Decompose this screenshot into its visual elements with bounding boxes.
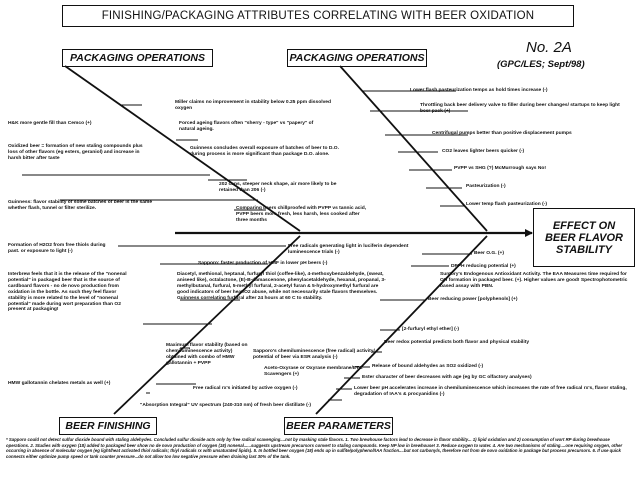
note-lower-flash-temps: Lower flash pasteurization temps as hold times increase (-) <box>410 88 548 93</box>
effect-line-2: BEER FLAVOR <box>544 231 624 244</box>
note-redox-potential: Beer redox potential predicts both flavor and physical stability <box>384 340 530 345</box>
category-beer-parameters: BEER PARAMETERS <box>284 417 393 435</box>
note-lower-temp-flash: Lower temp flash pasteurization (-) <box>466 202 547 207</box>
note-maximum-stability: Maximum flavor stability (based on chemiluminescence activity) obtained with combo of HMW gallotannin + PVPP <box>166 343 248 366</box>
effect-box <box>533 208 635 267</box>
note-suntory-eaa: Suntory's Endogenous Antioxidant Activity. The EAA Measures time required for OH formation in packaged beer. (+). Higher values are good! Spectrophotometric based assay with PBN. <box>440 272 628 289</box>
document-number: No. 2A <box>526 39 572 56</box>
note-sapporo-hmf: Sapporo: faster production of HMF in lower pH beers (-) <box>198 261 328 266</box>
note-h2o2-formation: Formation of H2O2 from free thiols during past. or exposure to light (-) <box>8 243 106 254</box>
category-beer-finishing: BEER FINISHING <box>59 417 157 435</box>
note-bound-aldehydes: Release of bound aldehydes as SO2 oxidized (-) <box>372 364 484 369</box>
note-guinness-exposure: Guinness concludes overall exposure of batches of beer to D.O. during process is more significant than package D.O. alone. <box>190 146 339 157</box>
note-ester-character: Ester character of beer decreases with age (eg by GC olfactory analyses) <box>362 375 532 380</box>
note-co2-lighter-beers: CO2 leaves lighter beers quicker (-) <box>442 149 525 154</box>
note-throttling-valve: Throttling back beer delivery valve to filler during beer changes/ startups to keep light beer pack (+) <box>420 103 620 114</box>
note-active-oxygen: Free radical rx's initiated by active oxygen (-) <box>193 386 298 391</box>
note-hmw-gallotannin: HMW gallotannin chelates metals as well (+) <box>8 381 111 386</box>
document-reference: (GPC/LES; Sept/98) <box>497 59 585 70</box>
note-dpph: DPPH reducing potential (+) <box>451 264 516 269</box>
note-chillproofing: Comparing beers chillproofed with PVPP vs tannic acid, PVPP beers more fresh, less harsh, less cooked after three months <box>236 206 367 223</box>
note-lower-ph: Lower beer pH accelerates increase in chemiluminescence which increases the rate of free radical rx's, flavor staling, degradation of IAA's & procyanidins (-) <box>354 386 627 397</box>
category-packaging-right: PACKAGING OPERATIONS <box>287 49 427 67</box>
note-forced-ageing: Forced ageing flavors often "sherry - type" vs "papery" of natural ageing. <box>179 121 314 132</box>
footnote: * Sapporo could not detect sulfur dioxide bound with staling aldehydes. Concluded sulfur dioxide acts only by free radical scavenging....not by masking stale flavors. 1. Two brewhouse factors lead to decrease in flavor stability... 1) lipid oxidation and 2) consumption of wort RP during brewhouse operations. 2. Studies with oxygen (18) added to packaged beer show no de novo production of oxygen (18) nonenal......suggests upstream precursors convert to staling compounds. Keep NP low in brewhouse! 3. Reduce oxygen to water. 4. Are two mechanisms of staling....one requiring oxygen, other occurring in absence of molecular oxygen (eg light/heat activated thiol radicals; thiyl radicals rx with unsaturated lipids). 5. In bottled beer oxygen (18) ends up in sulfite/polyphenol/IAA fraction....but not carbonyls, therefore not from de novo oxidation in package but process precursors. 6. If use quick connects either optimize pump speed or tank counter pressure...do not allow too low negative pressure when draining last 30% of the tank. <box>6 437 623 459</box>
effect-line-1: EFFECT ON <box>552 219 616 232</box>
note-furfuryl-ether: [2-furfuryl ethyl ether] (-) <box>402 327 460 332</box>
note-hk-filler: H&K more gentle fill than Cemco (+) <box>8 121 92 126</box>
effect-line-3: STABILITY <box>555 243 612 256</box>
category-packaging-left: PACKAGING OPERATIONS <box>62 49 213 67</box>
note-absorption-integral: "Absorption Integral" UV spectrum (240-310 nm) of fresh beer distillate (-) <box>140 403 311 408</box>
note-reducing-power: Beer reducing power [polyphenols] (+) <box>428 297 518 302</box>
note-interbrew: Interbrew feels that it is the release of the "nonenal potential" in packaged beer that is the source of cardboard flavors - no de novo production from oxidation in the bottle. As such they feel flavor stability is more related to the level of "nonenal potential" made during wort preparation than O2 present at packaging! <box>8 272 127 313</box>
note-free-radicals-light: Free radicals generating light in luciferin dependent luminescence trials (-) <box>288 244 409 255</box>
note-pasteurization: Pasteurization (-) <box>466 184 506 189</box>
note-beer-og: Beer O.G. (+) <box>474 251 505 256</box>
note-staling-indicators: Diacetyl, methional, heptanal, furfuryl thiol (coffee-like), 4-methoxybenzaldehyde, (sweat, aniseed like), octalactone, (E)-B-damascenone, phenylacetaldehyde, hexanal, propanal, 3-methylbutanal, furfural, 5-methyl furfural, 2-acetyl furan & 5-hydroxymethyl furfural are good indicators of beer heat/O2 abuse, while not necessarily stale flavors themselves. Guinness correlating furfural after 24 hours at 60 C to stability. <box>177 272 386 301</box>
note-aceto-oxyrase: Aceto-Oxyrase or Oxyrase membrane/ETC Scavengers (+) <box>264 366 363 377</box>
note-oxidized-beer: Oxidized beer = formation of new staling compounds plus loss of other flavors (eg esters, geraniol) and increase in harsh bitter after taste <box>8 144 143 161</box>
note-centrifugal-pumps: Centrifugal pumps better than positive displacement pumps <box>432 131 572 136</box>
note-miller: Miller claims no improvement in stability below 0.25 ppm dissolved oxygen <box>175 100 331 111</box>
diagram-title: FINISHING/PACKAGING ATTRIBUTES CORRELATING WITH BEER OXIDATION <box>62 5 574 27</box>
note-can-shape: 202 cans, steeper neck shape, air more likely to be retained than 206 (-) <box>219 182 337 193</box>
note-guinness-flavor: Guinness: flavor stability of some batches of beer is the same whether flash, tunnel or filter sterilize. <box>8 200 153 211</box>
note-pvpp-vs-shg: PVPP vs SHG (?) McMurrough says No! <box>454 166 547 171</box>
note-sapporo-chemiluminescence: Sapporo's chemiluminescence (free radical) activity/ potential of beer via ESR analysis (-) <box>253 349 375 360</box>
